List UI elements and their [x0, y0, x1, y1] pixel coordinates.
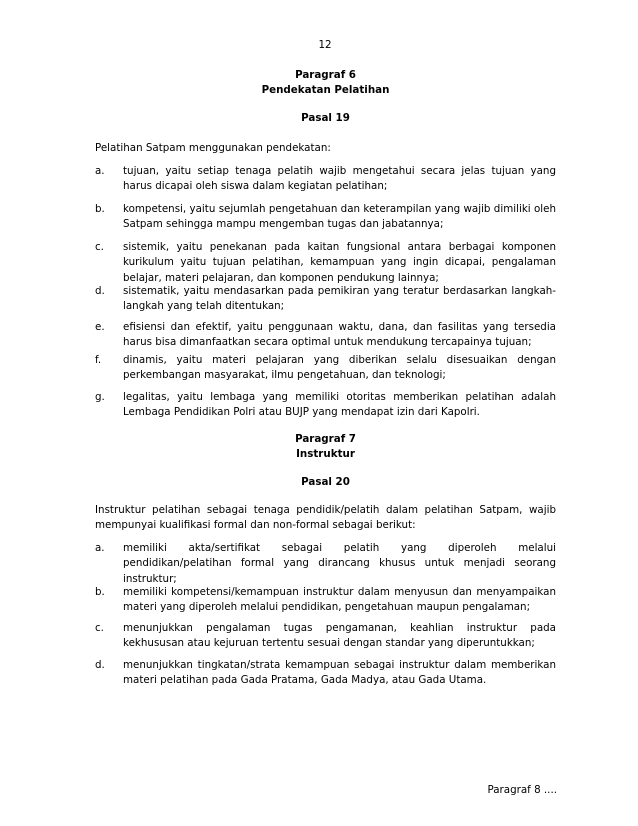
item-text: menunjukkan tingkatan/strata kemampuan sebagai instruktur dalam memberikan materi pelatihan pada Gada Pratama, Gada Madya, atau Gada Utama. — [123, 659, 556, 687]
paragraf-6-title: Pendekatan Pelatihan — [261, 84, 390, 96]
item-text: menunjukkan pengalaman tugas pengamanan, keahlian instruktur pada kekhususan atau kejuruan tertentu sesuai dengan standar yang diperuntukkan; — [123, 622, 556, 650]
item-marker: c. — [95, 241, 104, 253]
paragraf-7-label: Paragraf 7 — [295, 433, 356, 445]
pasal-19-intro: Pelatihan Satpam menggunakan pendekatan: — [95, 142, 331, 154]
pasal-20-intro: Instruktur pelatihan sebagai tenaga pendidik/pelatih dalam pelatihan Satpam, wajib mempunyai kualifikasi formal dan non-formal sebagai berikut: — [95, 504, 556, 532]
item-text: legalitas, yaitu lembaga yang memiliki otoritas memberikan pelatihan adalah Lembaga Pendidikan Polri atau BUJP yang mendapat izin dari Kapolri. — [123, 391, 556, 419]
item-text: sistematik, yaitu mendasarkan pada pemikiran yang teratur berdasarkan langkah-langkah yang telah ditentukan; — [123, 285, 556, 313]
pasal-20-item-d — [95, 658, 556, 689]
pasal-20-item-a — [95, 541, 556, 587]
item-text: efisiensi dan efektif, yaitu penggunaan waktu, dana, dan fasilitas yang tersedia harus bisa dimanfaatkan secara optimal untuk mendukung tercapainya tujuan; — [123, 321, 556, 349]
pasal-19-item-a — [95, 164, 556, 195]
item-marker: f. — [95, 354, 102, 366]
item-text: kompetensi, yaitu sejumlah pengetahuan dan keterampilan yang wajib dimiliki oleh Satpam sehingga mampu mengemban tugas dan jabatannya; — [123, 203, 556, 231]
page-number: 12 — [318, 39, 332, 51]
item-text: tujuan, yaitu setiap tenaga pelatih wajib mengetahui secara jelas tujuan yang harus dicapai oleh siswa dalam kegiatan pelatihan; — [123, 165, 556, 193]
pasal-19-item-b — [95, 202, 556, 233]
next-page-reference: Paragraf 8 .... — [487, 784, 557, 796]
pasal-19-item-g — [95, 390, 556, 421]
item-marker: b. — [95, 203, 105, 215]
item-text: memiliki akta/sertifikat sebagai pelatih yang diperoleh melalui pendidikan/pelatihan formal yang dirancang khusus untuk menjadi seorang instruktur; — [123, 542, 556, 585]
pasal-19-item-d — [95, 284, 556, 315]
item-marker: e. — [95, 321, 105, 333]
item-marker: a. — [95, 165, 105, 177]
paragraf-7-title: Instruktur — [296, 448, 355, 460]
pasal-19-item-e — [95, 320, 556, 351]
pasal-20-item-c — [95, 621, 556, 652]
item-marker: b. — [95, 586, 105, 598]
item-marker: a. — [95, 542, 105, 554]
item-marker: d. — [95, 659, 105, 671]
item-text: sistemik, yaitu penekanan pada kaitan fungsional antara berbagai komponen kurikulum yaitu tujuan pelatihan, kemampuan yang ingin dicapai, pengalaman belajar, materi pelajaran, dan komponen pendukung lainnya; — [123, 241, 556, 284]
item-text: memiliki kompetensi/kemampuan instruktur dalam menyusun dan menyampaikan materi yang diperoleh melalui pendidikan, pengetahuan maupun pengalaman; — [123, 586, 556, 614]
item-marker: d. — [95, 285, 105, 297]
item-marker: c. — [95, 622, 104, 634]
item-text: dinamis, yaitu materi pelajaran yang diberikan selalu disesuaikan dengan perkembangan masyarakat, ilmu pengetahuan, dan teknologi; — [123, 354, 556, 382]
item-marker: g. — [95, 391, 105, 403]
pasal-20-heading: Pasal 20 — [301, 476, 350, 488]
paragraf-6-label: Paragraf 6 — [295, 69, 356, 81]
pasal-19-heading: Pasal 19 — [301, 112, 350, 124]
pasal-19-item-c — [95, 240, 556, 286]
pasal-20-item-b — [95, 585, 556, 616]
pasal-19-item-f — [95, 353, 556, 384]
